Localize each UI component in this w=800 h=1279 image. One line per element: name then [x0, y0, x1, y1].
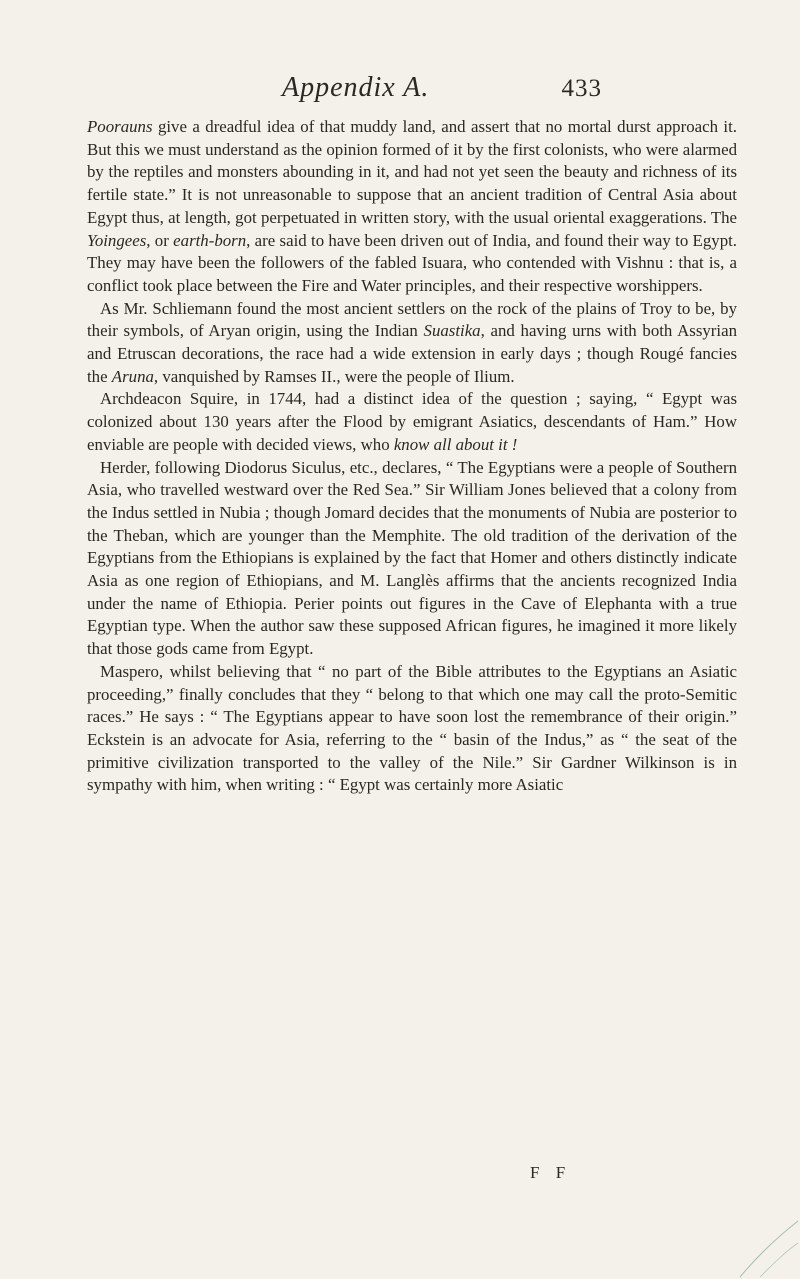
page-number: 433 — [561, 75, 602, 102]
text-run: , vanquished by Ramses II., were the people of Ilium. — [153, 366, 515, 386]
paragraph — [87, 457, 737, 661]
text-run: As Mr. Schliemann found the most ancient settlers on the rock of the plains of Troy to be, by their symbols, of Aryan origin, using the Indian — [87, 298, 737, 341]
text-run: Herder, following Diodorus Siculus, etc., declares, “ The Egyptians were a people of Southern Asia, who travelled westward over the Red Sea.” Sir William Jones believed that a colony from the Indus settled in Nubia ; though Jomard decides that the monuments of Nubia are posterior to the Theban, which are younger than the Memphite. The old tradition of the derivation of the Egyptians from the Ethiopians is explained by the fact that Homer and others distinctly indicate Asia as one region of Ethiopians, and M. Langlès affirms that the ancients recognized India under the name of Ethiopia. Perier points out figures in the Cave of Elephanta with a true Egyptian type. When the author saw these supposed African figures, he imagined it more likely that those gods came from Egypt. — [87, 457, 737, 659]
paragraph — [87, 661, 737, 797]
text-run: give a dreadful idea of that muddy land, and assert that no mortal durst approach it. But this we must understand as the opinion formed of it by the first colonists, who were alarmed by the reptiles and monsters abounding in it, and had not yet seen the beauty and richness of its fertile state.” It is not unreasonable to suppose that an ancient tradition of Central Asia about Egypt thus, at length, got perpetuated in written story, with the usual oriental exaggerations. The — [87, 117, 737, 227]
italic-text-run: Yoingees — [87, 230, 147, 250]
signature-mark: F F — [530, 1163, 572, 1182]
text-run: Maspero, whilst believing that “ no part of the Bible attributes to the Egyptians an Asiatic proceeding,” finally concludes that they “ belong to that which one may call the proto-Semitic races.” He says : “ The Egyptians appear to have soon lost the remembrance of their origin.” Eckstein is an advocate for Asia, referring to the “ basin of the Indus,” as “ the seat of the primitive civilization transported to the valley of the Nile.” Sir Gardner Wilkinson is in sympathy with him, when writing : “ Egypt was certainly more Asiatic — [87, 661, 737, 795]
paragraph — [87, 298, 737, 389]
text-run: , and having urns with both Assyrian and Etruscan decorations, the race had a wide extension in early days ; though Rougé fancies the — [87, 321, 737, 386]
italic-text-run: earth-born — [173, 230, 247, 250]
italic-text-run: Aruna — [111, 366, 154, 386]
paragraph — [87, 116, 737, 298]
text-run: , or — [146, 230, 174, 250]
running-head — [262, 72, 602, 112]
page-corner-pencil-mark — [720, 1199, 800, 1279]
italic-text-run: Suastika — [423, 321, 481, 341]
italic-text-run: know all about it ! — [393, 434, 518, 454]
text-run: Archdeacon Squire, in 1744, had a distinct idea of the question ; saying, “ Egypt was colonized about 130 years after the Flood by emigrant Asiatics, descendants of Ham.” How enviable are people with decided views, who — [87, 389, 737, 454]
running-title: Appendix A. — [282, 72, 430, 103]
paragraph — [87, 388, 737, 456]
text-run: , are said to have been driven out of India, and found their way to Egypt. They may have been the followers of the fabled Isuara, who contended with Vishnu : that is, a conflict took place between the Fire and Water principles, and their respective worshippers. — [87, 230, 738, 295]
body-text — [87, 116, 737, 797]
italic-text-run: Poorauns — [87, 117, 153, 136]
